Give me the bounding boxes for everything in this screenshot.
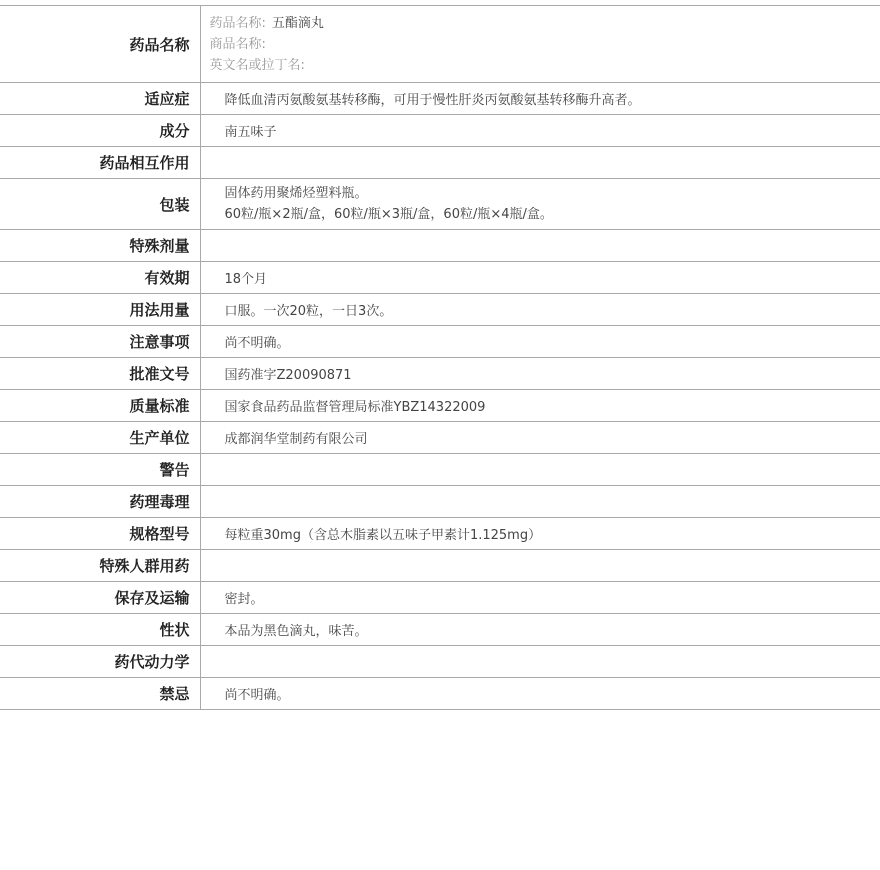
table-row-precautions <box>0 326 880 358</box>
row-label: 特殊人群用药 <box>0 550 200 582</box>
table-row-manufacturer <box>0 422 880 454</box>
row-value <box>200 230 880 262</box>
row-value <box>200 550 880 582</box>
table-row-quality-standard <box>0 390 880 422</box>
row-label: 有效期 <box>0 262 200 294</box>
row-value: 降低血清丙氨酸氨基转移酶，可用于慢性肝炎丙氨酸氨基转移酶升高者。 <box>224 93 641 108</box>
table-row-shelf-life <box>0 262 880 294</box>
table-row-description <box>0 614 880 646</box>
row-value: 本品为黑色滴丸，味苦。 <box>224 624 368 639</box>
row-value: 国家食品药品监督管理局标准YBZ14322009 <box>224 400 486 415</box>
row-label: 适应症 <box>0 83 200 115</box>
drug-info-table <box>0 5 880 710</box>
row-value: 尚不明确。 <box>224 336 290 351</box>
row-label: 特殊剂量 <box>0 230 200 262</box>
row-value: 18个月 <box>224 272 268 287</box>
row-value: 每粒重30mg（含总木脂素以五味子甲素计1.125mg） <box>224 528 542 543</box>
row-value: 国药准字Z20090871 <box>224 368 352 383</box>
row-label: 药品名称 <box>0 6 200 83</box>
generic-name-value: 五酯滴丸 <box>271 15 324 31</box>
table-row-pharmacokinetics <box>0 646 880 678</box>
table-row-ingredients <box>0 115 880 147</box>
table-row-indications <box>0 83 880 115</box>
row-value <box>200 179 880 230</box>
row-value: 成都润华堂制药有限公司 <box>224 432 368 447</box>
row-label: 成分 <box>0 115 200 147</box>
generic-name-line <box>210 13 880 34</box>
trade-name-line <box>210 34 880 55</box>
table-row-contraindications <box>0 678 880 710</box>
row-value <box>200 147 880 179</box>
row-label: 性状 <box>0 614 200 646</box>
table-row-pharmacology <box>0 486 880 518</box>
row-label: 药代动力学 <box>0 646 200 678</box>
table-row-storage <box>0 582 880 614</box>
row-label: 药品相互作用 <box>0 147 200 179</box>
table-row-approval-number <box>0 358 880 390</box>
row-value: 密封。 <box>224 592 264 607</box>
table-row-specification <box>0 518 880 550</box>
row-label: 批准文号 <box>0 358 200 390</box>
table-row-dosage <box>0 294 880 326</box>
row-value <box>200 486 880 518</box>
row-value: 尚不明确。 <box>224 688 290 703</box>
table-row-packaging <box>0 179 880 230</box>
row-label: 警告 <box>0 454 200 486</box>
row-label: 保存及运输 <box>0 582 200 614</box>
row-label: 用法用量 <box>0 294 200 326</box>
packaging-line: 固体药用聚烯烃塑料瓶。 <box>224 186 368 201</box>
table-row-interactions <box>0 147 880 179</box>
row-label: 质量标准 <box>0 390 200 422</box>
row-value <box>200 6 880 83</box>
table-row-special-dosage <box>0 230 880 262</box>
table-row-special-populations <box>0 550 880 582</box>
generic-name-label: 药品名称: <box>209 15 266 31</box>
row-label: 包装 <box>0 179 200 230</box>
row-value: 南五味子 <box>224 125 277 140</box>
row-label: 注意事项 <box>0 326 200 358</box>
row-value <box>200 646 880 678</box>
row-label: 禁忌 <box>0 678 200 710</box>
row-label: 生产单位 <box>0 422 200 454</box>
row-value <box>200 454 880 486</box>
english-name-line <box>210 55 880 76</box>
trade-name-label: 商品名称: <box>209 36 266 52</box>
table-row-warning <box>0 454 880 486</box>
row-label: 规格型号 <box>0 518 200 550</box>
table-row-drug-name <box>0 6 880 83</box>
english-name-label: 英文名或拉丁名: <box>209 57 305 73</box>
row-label: 药理毒理 <box>0 486 200 518</box>
row-value: 口服。一次20粒，一日3次。 <box>224 304 393 319</box>
packaging-line: 60粒/瓶×2瓶/盒，60粒/瓶×3瓶/盒，60粒/瓶×4瓶/盒。 <box>224 207 553 222</box>
